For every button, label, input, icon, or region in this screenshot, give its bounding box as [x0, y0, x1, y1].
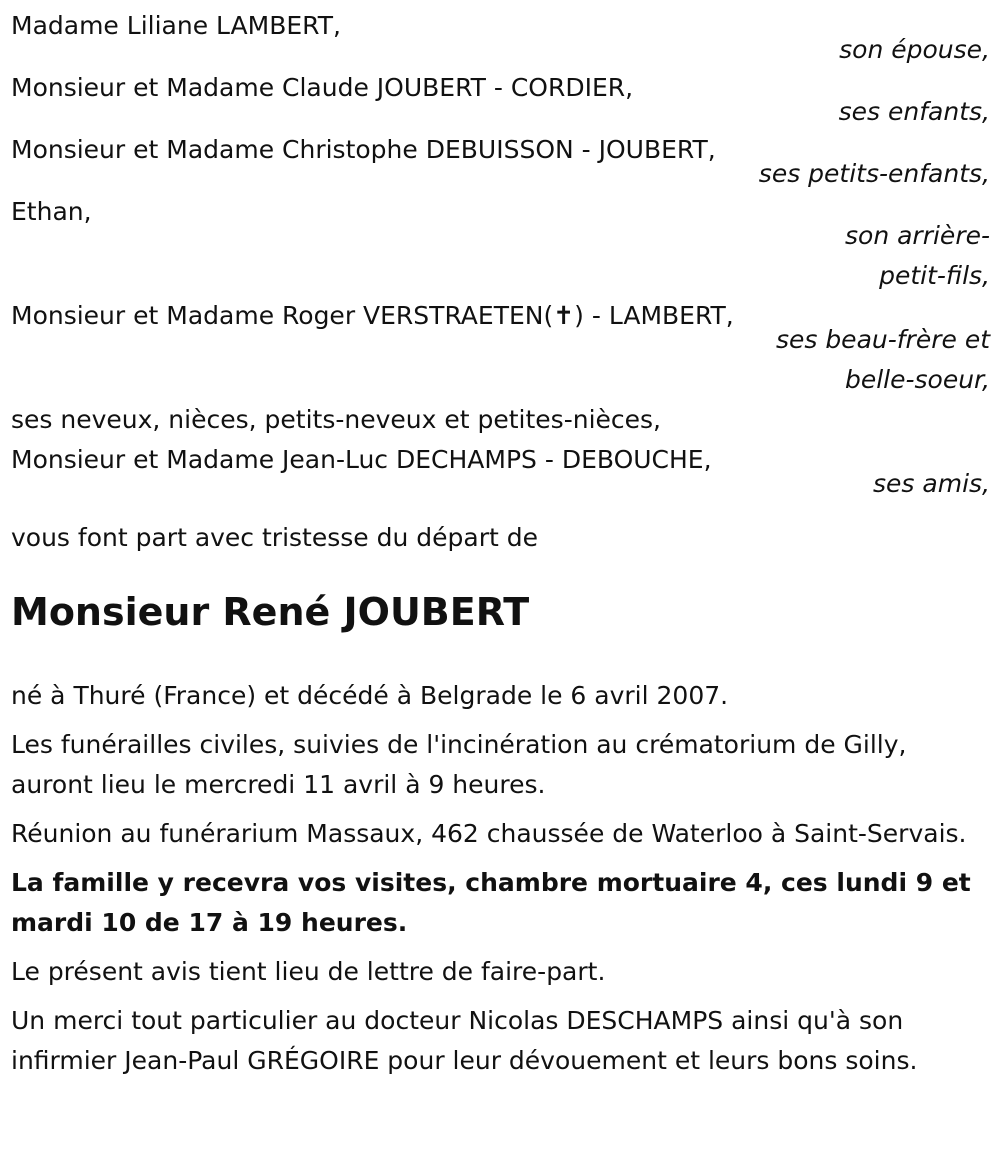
relatives-line: ses neveux, nièces, petits-neveux et petites-nièces,	[11, 405, 661, 434]
relation-line: son épouse,	[839, 35, 990, 64]
family-entry	[11, 440, 990, 504]
family-member-name: Ethan,	[11, 197, 92, 226]
family-entry	[11, 296, 990, 400]
birth-death-paragraph: né à Thuré (France) et décédé à Belgrade le 6 avril 2007.	[11, 681, 729, 710]
deceased-name: Monsieur René JOUBERT	[11, 590, 530, 634]
family-entry	[11, 6, 990, 70]
notice-paragraph: Le présent avis tient lieu de lettre de faire-part.	[11, 957, 606, 986]
family-member-name: Monsieur et Madame Jean-Luc DECHAMPS - DEBOUCHE,	[11, 445, 712, 474]
family-entry	[11, 68, 990, 132]
family-entry	[11, 130, 990, 194]
relation-line: ses beau-frère et	[775, 325, 990, 354]
relation-line: son arrière-	[845, 221, 990, 250]
family-member-name: Monsieur et Madame Claude JOUBERT - CORDIER,	[11, 73, 634, 102]
family-member-name: Monsieur et Madame Christophe DEBUISSON - JOUBERT,	[11, 135, 716, 164]
family-member-name: Madame Liliane LAMBERT,	[11, 11, 341, 40]
meeting-paragraph: Réunion au funérarium Massaux, 462 chaussée de Waterloo à Saint-Servais.	[11, 819, 967, 848]
relation-line: ses amis,	[873, 469, 990, 498]
relation-line: ses enfants,	[838, 97, 990, 126]
family-entry	[11, 192, 990, 296]
family-relation	[11, 216, 990, 296]
intro-text: vous font part avec tristesse du départ de	[11, 523, 538, 552]
family-member-name: Monsieur et Madame Roger VERSTRAETEN(✝) - LAMBERT,	[11, 301, 734, 330]
relation-line: petit-fils,	[879, 261, 990, 290]
thanks-paragraph: Un merci tout particulier au docteur Nicolas DESCHAMPS ainsi qu'à son infirmier Jean-Paul GRÉGOIRE pour leur dévouement et leurs bons soins.	[11, 1006, 918, 1075]
relation-line: belle-soeur,	[844, 365, 990, 394]
relation-line: ses petits-enfants,	[758, 159, 990, 188]
funeral-paragraph: Les funérailles civiles, suivies de l'incinération au crématorium de Gilly, auront lieu le mercredi 11 avril à 9 heures.	[11, 730, 907, 799]
visits-paragraph: La famille y recevra vos visites, chambre mortuaire 4, ces lundi 9 et mardi 10 de 17 à 19 heures.	[11, 868, 971, 937]
